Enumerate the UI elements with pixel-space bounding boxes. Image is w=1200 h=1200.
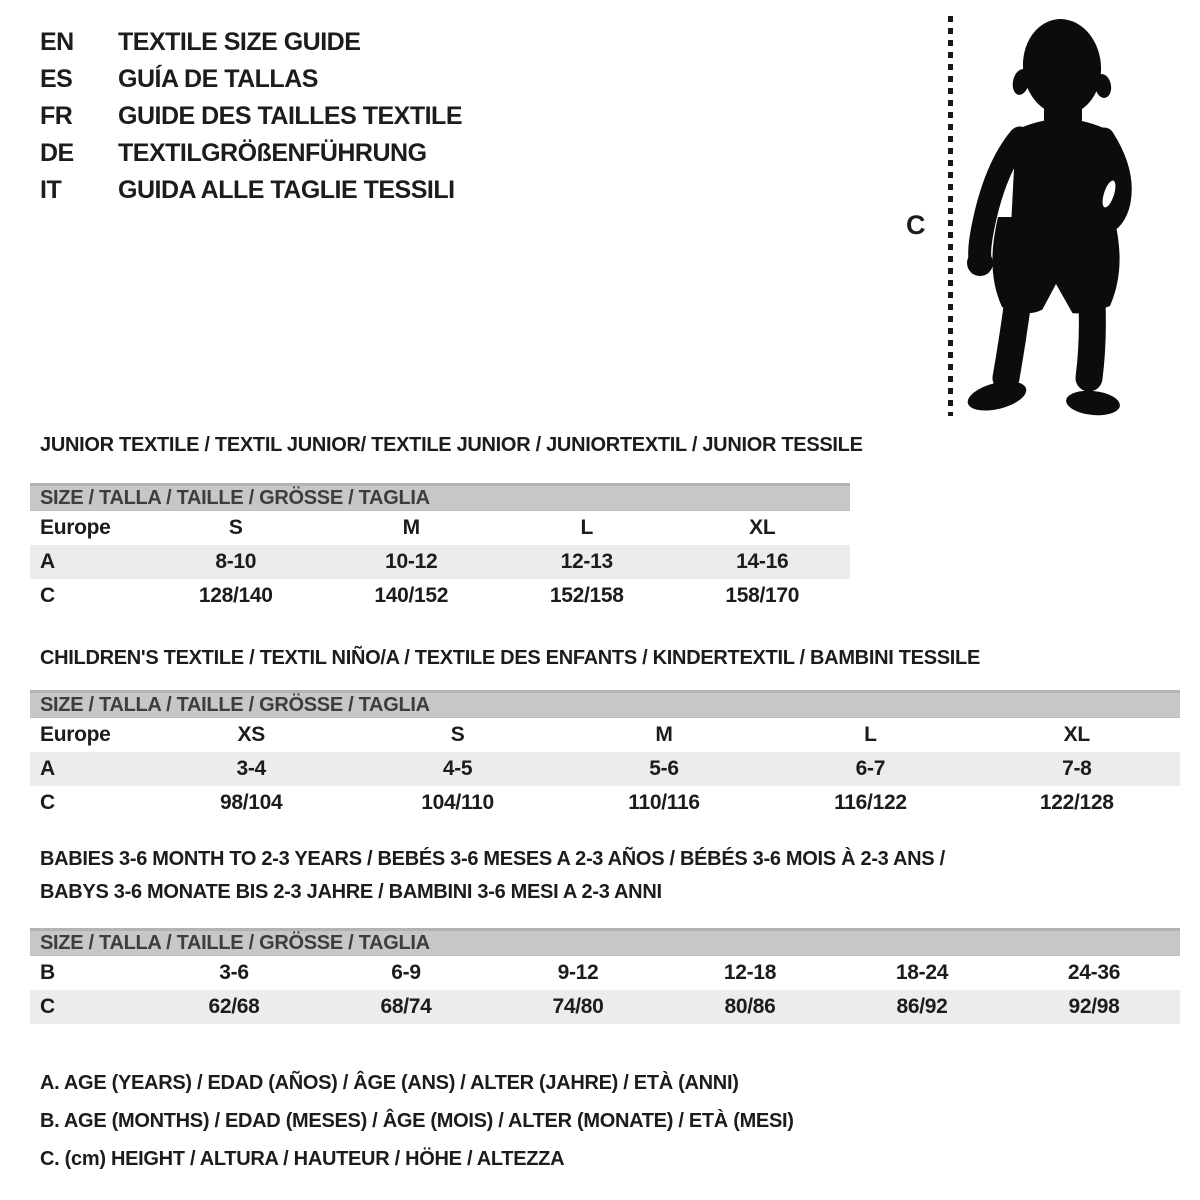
size-table-header-junior: SIZE / TALLA / TAILLE / GRÖSSE / TAGLIA <box>30 483 850 511</box>
months-cell: 3-6 <box>219 961 249 984</box>
size-table-header-children: SIZE / TALLA / TAILLE / GRÖSSE / TAGLIA <box>30 690 1180 718</box>
size-cell: M <box>402 516 420 539</box>
language-code-es: ES <box>40 65 73 93</box>
language-code-it: IT <box>40 176 62 204</box>
size-table-junior <box>30 483 850 613</box>
row-label: Europe <box>40 723 111 746</box>
months-cell: 9-12 <box>557 961 599 984</box>
row-label: C <box>40 995 55 1018</box>
measurement-legend <box>40 1064 794 1178</box>
height-cell: 98/104 <box>219 791 283 814</box>
height-cell: 158/170 <box>725 584 800 607</box>
guide-title-es: GUÍA DE TALLAS <box>118 65 318 93</box>
size-table-babies <box>30 928 1180 1024</box>
age-cell: 3-4 <box>236 757 266 780</box>
age-cell: 5-6 <box>649 757 679 780</box>
height-cell: 152/158 <box>549 584 624 607</box>
section-title-babies-line2: BABYS 3-6 MONATE BIS 2-3 JAHRE / BAMBINI 3-6 MESI A 2-3 ANNI <box>40 881 662 903</box>
height-cell: 128/140 <box>198 584 273 607</box>
table-row-europe <box>30 718 1180 752</box>
language-title-list <box>40 24 462 209</box>
age-cell: 6-7 <box>855 757 886 780</box>
section-title-babies-line1: BABIES 3-6 MONTH TO 2-3 YEARS / BEBÉS 3-6 MESES A 2-3 AÑOS / BÉBÉS 3-6 MOIS À 2-3 ANS / <box>40 848 945 870</box>
language-code-de: DE <box>40 139 74 167</box>
months-cell: 6-9 <box>391 961 421 984</box>
height-measure-label: C <box>906 210 926 240</box>
size-cell: XL <box>749 516 776 539</box>
height-cell: 68/74 <box>380 995 432 1018</box>
guide-title-fr: GUIDE DES TAILLES TEXTILE <box>118 102 463 130</box>
language-code-en: EN <box>40 28 74 56</box>
height-cell: 92/98 <box>1068 995 1120 1018</box>
table-row-months <box>30 956 1180 990</box>
months-cell: 24-36 <box>1067 961 1121 984</box>
guide-title-en: TEXTILE SIZE GUIDE <box>118 28 361 56</box>
height-cell: 86/92 <box>896 995 948 1018</box>
age-cell: 4-5 <box>442 757 473 780</box>
toddler-silhouette-icon <box>952 12 1147 417</box>
height-cell: 116/122 <box>834 791 907 814</box>
months-cell: 18-24 <box>895 961 949 984</box>
age-cell: 10-12 <box>385 550 438 573</box>
section-title-junior: JUNIOR TEXTILE / TEXTIL JUNIOR/ TEXTILE JUNIOR / JUNIORTEXTIL / JUNIOR TESSILE <box>40 434 863 456</box>
row-label: A <box>40 550 55 573</box>
table-row-height <box>30 579 850 613</box>
height-cell: 122/128 <box>1039 791 1114 814</box>
legend-line-b: B. AGE (MONTHS) / EDAD (MESES) / ÂGE (MOIS) / ALTER (MONATE) / ETÀ (MESI) <box>40 1110 794 1132</box>
legend-line-a: A. AGE (YEARS) / EDAD (AÑOS) / ÂGE (ANS) / ALTER (JAHRE) / ETÀ (ANNI) <box>40 1072 739 1094</box>
size-cell: S <box>450 723 465 746</box>
height-cell: 104/110 <box>421 791 494 814</box>
height-cell: 110/116 <box>628 791 700 814</box>
age-cell: 12-13 <box>560 550 613 573</box>
row-label: A <box>40 757 55 780</box>
size-cell: S <box>228 516 243 539</box>
age-cell: 14-16 <box>736 550 789 573</box>
row-label: C <box>40 791 55 814</box>
guide-title-it: GUIDA ALLE TAGLIE TESSILI <box>118 176 455 204</box>
row-label: C <box>40 584 55 607</box>
size-cell: XS <box>237 723 265 746</box>
size-cell: XL <box>1063 723 1090 746</box>
size-cell: L <box>580 516 594 539</box>
height-cell: 62/68 <box>208 995 260 1018</box>
age-cell: 7-8 <box>1062 757 1092 780</box>
size-cell: M <box>655 723 673 746</box>
language-code-fr: FR <box>40 102 73 130</box>
guide-title-de: TEXTILGRÖßENFÜHRUNG <box>118 139 427 167</box>
table-row-height <box>30 786 1180 820</box>
height-cell: 74/80 <box>552 995 604 1018</box>
height-cell: 140/152 <box>374 584 449 607</box>
table-row-europe <box>30 511 850 545</box>
section-title-children: CHILDREN'S TEXTILE / TEXTIL NIÑO/A / TEXTILE DES ENFANTS / KINDERTEXTIL / BAMBINI TESSILE <box>40 647 980 669</box>
row-label: Europe <box>40 516 111 539</box>
table-row-age <box>30 752 1180 786</box>
size-table-children <box>30 690 1180 820</box>
section-title-babies <box>40 843 945 909</box>
table-row-height <box>30 990 1180 1024</box>
age-cell: 8-10 <box>215 550 257 573</box>
row-label: B <box>40 961 55 984</box>
table-row-age <box>30 545 850 579</box>
height-cell: 80/86 <box>724 995 776 1018</box>
size-table-header-babies: SIZE / TALLA / TAILLE / GRÖSSE / TAGLIA <box>30 928 1180 956</box>
size-cell: L <box>864 723 877 746</box>
months-cell: 12-18 <box>723 961 777 984</box>
legend-line-c: C. (cm) HEIGHT / ALTURA / HAUTEUR / HÖHE / ALTEZZA <box>40 1148 565 1170</box>
